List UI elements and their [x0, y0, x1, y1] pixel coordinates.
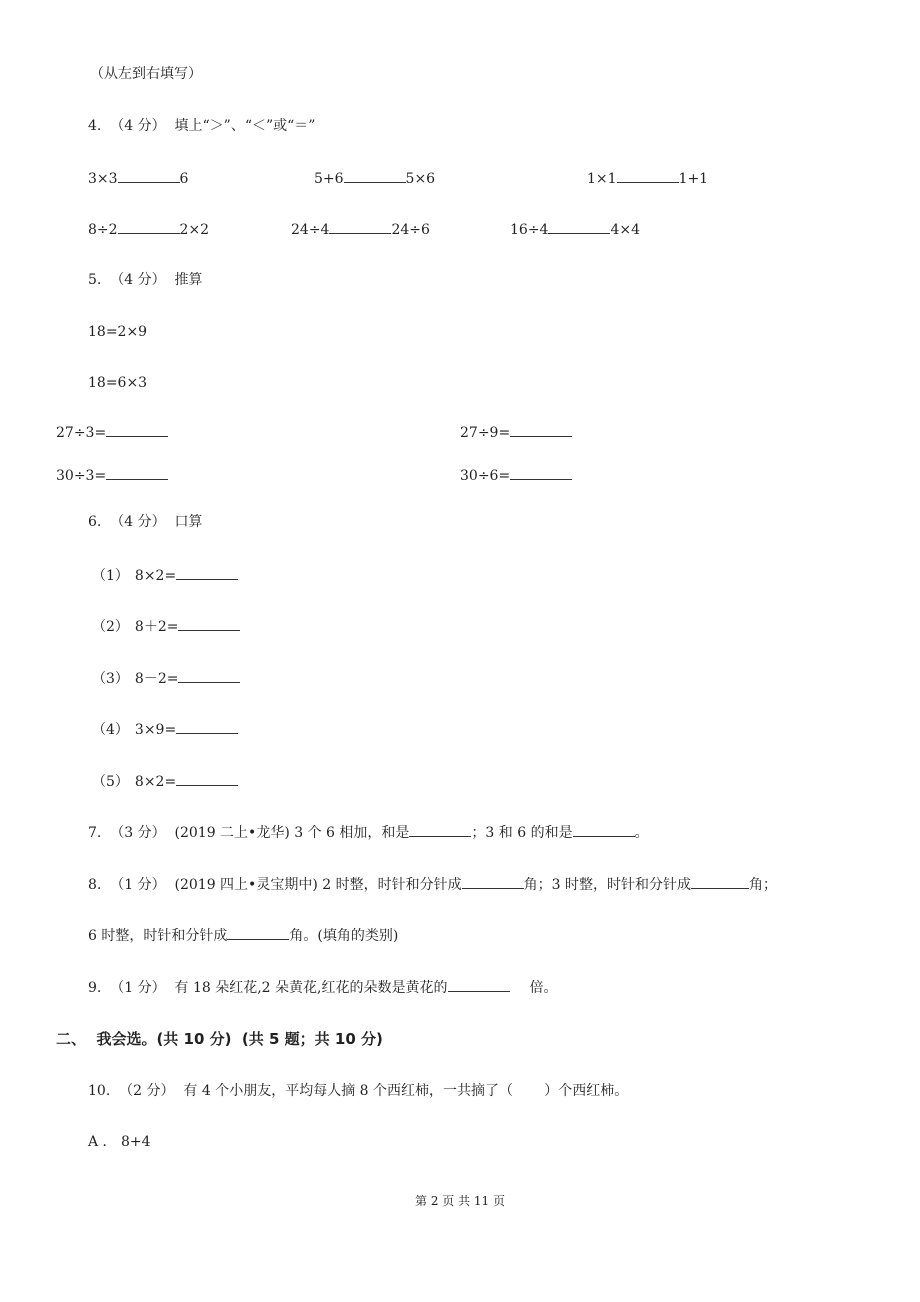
q5-item-3-expr: 30÷3= — [56, 468, 107, 484]
q4-r2-c1-left: 8÷2 — [88, 222, 118, 238]
q6-item-3 — [92, 668, 240, 689]
q9-line — [88, 977, 558, 998]
q9-part2: 倍。 — [529, 980, 558, 996]
q4-r2-c3-right: 4×4 — [610, 222, 640, 238]
q6-item-2 — [92, 616, 240, 637]
q5-item-2 — [460, 422, 572, 443]
q6-item-4-expr: 3×9= — [134, 722, 177, 738]
section-2-heading: 二、 我会选。(共 10 分) (共 5 题；共 10 分) — [56, 1030, 383, 1048]
q8-part1: 8. （1 分） (2019 四上•灵宝期中) 2 时整，时针和分针成 — [88, 877, 462, 893]
q6-item-5-num: （5） — [92, 774, 129, 790]
answer-blank[interactable] — [510, 422, 572, 437]
q6-item-1-expr: 8×2= — [134, 568, 177, 584]
q4-r2-c3 — [510, 219, 640, 240]
q4-r2-c1 — [88, 219, 209, 240]
q5-given-1: 18=2×9 — [88, 324, 148, 340]
answer-blank[interactable] — [176, 771, 238, 786]
q7-part3: 。 — [634, 825, 649, 841]
q8-part2: 角；3 时整，时针和分针成 — [523, 877, 691, 893]
q6-item-3-num: （3） — [92, 671, 129, 687]
q4-r1-c3-right: 1+1 — [678, 171, 709, 187]
q5-item-4 — [460, 465, 572, 486]
q6-title: 6. （4 分） 口算 — [88, 514, 203, 530]
q4-r2-c1-right: 2×2 — [179, 222, 210, 238]
q5-item-2-expr: 27÷9= — [460, 425, 511, 441]
answer-blank[interactable] — [548, 219, 610, 234]
q5-item-3 — [56, 465, 168, 486]
q8-part3: 角； — [748, 877, 777, 893]
q6-item-4-num: （4） — [92, 722, 129, 738]
page-footer: 第 2 页 共 11 页 — [415, 1194, 505, 1208]
q4-r1-c2 — [314, 168, 435, 189]
q6-item-1 — [92, 565, 238, 586]
intro-note: （从左到右填写） — [90, 66, 202, 82]
q6-item-4 — [92, 719, 238, 740]
answer-blank[interactable] — [106, 422, 168, 437]
q10-title: 10. （2 分） 有 4 个小朋友，平均每人摘 8 个西红柿，一共摘了（ ）个西红柿。 — [88, 1083, 629, 1099]
q6-item-1-num: （1） — [92, 568, 129, 584]
q5-item-1 — [56, 422, 168, 443]
answer-blank[interactable] — [106, 465, 168, 480]
answer-blank[interactable] — [118, 168, 180, 183]
answer-blank[interactable] — [178, 616, 240, 631]
q6-item-5-expr: 8×2= — [134, 774, 177, 790]
answer-blank[interactable] — [118, 219, 180, 234]
q4-r1-c1-right: 6 — [179, 171, 189, 187]
q10-option-a: A ． 8+4 — [88, 1134, 151, 1150]
q8-line-1 — [88, 874, 777, 895]
q6-item-2-expr: 8＋2= — [134, 619, 179, 635]
answer-blank[interactable] — [462, 874, 524, 889]
answer-blank[interactable] — [617, 168, 679, 183]
q5-title: 5. （4 分） 推算 — [88, 272, 203, 288]
q4-r2-c3-left: 16÷4 — [510, 222, 549, 238]
q4-r1-c1 — [88, 168, 188, 189]
q4-r1-c2-right: 5×6 — [405, 171, 436, 187]
q7-line — [88, 822, 649, 843]
q8-part5: 角。(填角的类别) — [289, 928, 399, 944]
q6-item-5 — [92, 771, 238, 792]
answer-blank[interactable] — [344, 168, 406, 183]
answer-blank[interactable] — [448, 977, 510, 992]
q4-r1-c3 — [587, 168, 708, 189]
answer-blank[interactable] — [176, 565, 238, 580]
answer-blank[interactable] — [176, 719, 238, 734]
q7-part2: ；3 和 6 的和是 — [471, 825, 573, 841]
answer-blank[interactable] — [691, 874, 749, 889]
q4-r2-c2-right: 24÷6 — [391, 222, 430, 238]
q4-r1-c1-left: 3×3 — [88, 171, 118, 187]
q4-r1-c2-left: 5+6 — [314, 171, 344, 187]
answer-blank[interactable] — [409, 822, 471, 837]
q5-item-4-expr: 30÷6= — [460, 468, 511, 484]
q4-r2-c2-left: 24÷4 — [291, 222, 330, 238]
answer-blank[interactable] — [178, 668, 240, 683]
q7-part1: 7. （3 分） (2019 二上•龙华) 3 个 6 相加，和是 — [88, 825, 410, 841]
answer-blank[interactable] — [573, 822, 635, 837]
q6-item-3-expr: 8－2= — [134, 671, 179, 687]
q5-given-2: 18=6×3 — [88, 375, 148, 391]
q4-title: 4. （4 分） 填上“＞”、“＜”或“＝” — [88, 118, 316, 134]
q8-part4: 6 时整，时针和分针成 — [88, 928, 228, 944]
q5-item-1-expr: 27÷3= — [56, 425, 107, 441]
q4-r1-c3-left: 1×1 — [587, 171, 617, 187]
q8-line-2 — [88, 925, 398, 946]
answer-blank[interactable] — [227, 925, 289, 940]
answer-blank[interactable] — [510, 465, 572, 480]
q9-part1: 9. （1 分） 有 18 朵红花,2 朵黄花,红花的朵数是黄花的 — [88, 980, 448, 996]
q4-r2-c2 — [291, 219, 430, 240]
answer-blank[interactable] — [329, 219, 391, 234]
q6-item-2-num: （2） — [92, 619, 129, 635]
